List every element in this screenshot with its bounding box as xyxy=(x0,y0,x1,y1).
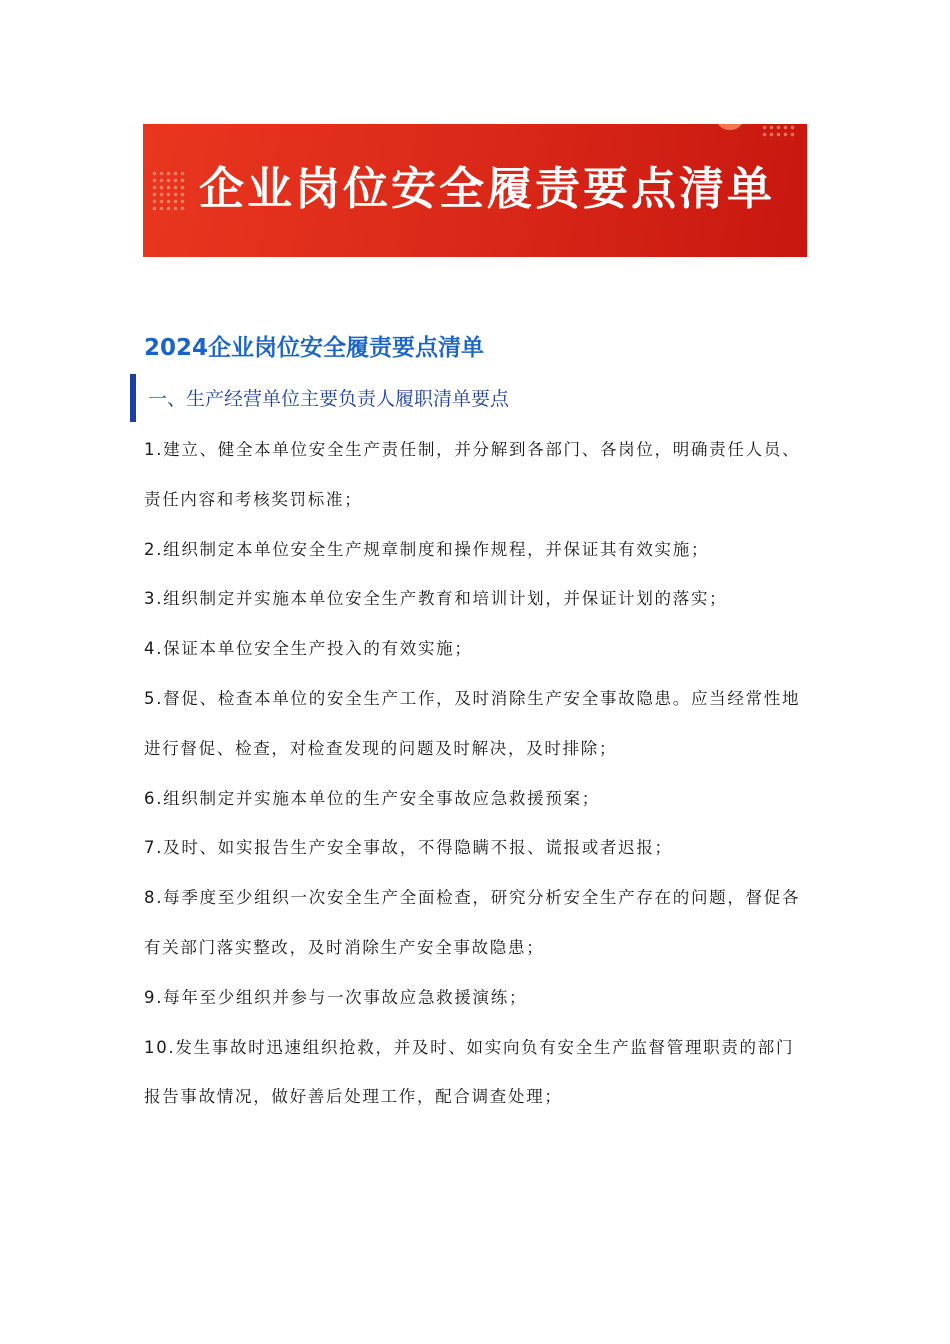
list-item: 5.督促、检查本单位的安全生产工作，及时消除生产安全事故隐患。应当经常性地进行督促、检查，对检查发现的问题及时解决，及时排除； xyxy=(144,688,801,758)
title-banner xyxy=(143,124,807,257)
list-item: 9.每年至少组织并参与一次事故应急救援演练； xyxy=(144,987,528,1007)
decorative-dots xyxy=(761,124,797,140)
decorative-dots xyxy=(151,170,187,210)
document-title: 2024企业岗位安全履责要点清单 xyxy=(144,335,485,361)
section-accent-bar xyxy=(130,374,136,422)
decorative-circle xyxy=(717,124,743,130)
list-item: 2.组织制定本单位安全生产规章制度和操作规程，并保证其有效实施； xyxy=(144,539,710,559)
list-item: 3.组织制定并实施本单位安全生产教育和培训计划，并保证计划的落实； xyxy=(144,589,728,609)
list-item: 4.保证本单位安全生产投入的有效实施； xyxy=(144,639,473,659)
list-item: 7.及时、如实报告生产安全事故，不得隐瞒不报、谎报或者迟报； xyxy=(144,838,673,858)
section-heading: 一、生产经营单位主要负责人履职清单要点 xyxy=(148,388,510,410)
list-item: 6.组织制定并实施本单位的生产安全事故应急救援预案； xyxy=(144,788,600,808)
list-item: 1.建立、健全本单位安全生产责任制，并分解到各部门、各岗位，明确责任人员、责任内容和考核奖罚标准； xyxy=(144,440,801,509)
list-item: 8.每季度至少组织一次安全生产全面检查，研究分析安全生产存在的问题，督促各有关部门落实整改，及时消除生产安全事故隐患； xyxy=(144,888,801,957)
responsibility-list xyxy=(144,425,812,1122)
list-item: 10.发生事故时迅速组织抢救，并及时、如实向负有安全生产监督管理职责的部门报告事故情况，做好善后处理工作，配合调查处理； xyxy=(144,1037,795,1107)
banner-title: 企业岗位安全履责要点清单 xyxy=(199,162,776,215)
